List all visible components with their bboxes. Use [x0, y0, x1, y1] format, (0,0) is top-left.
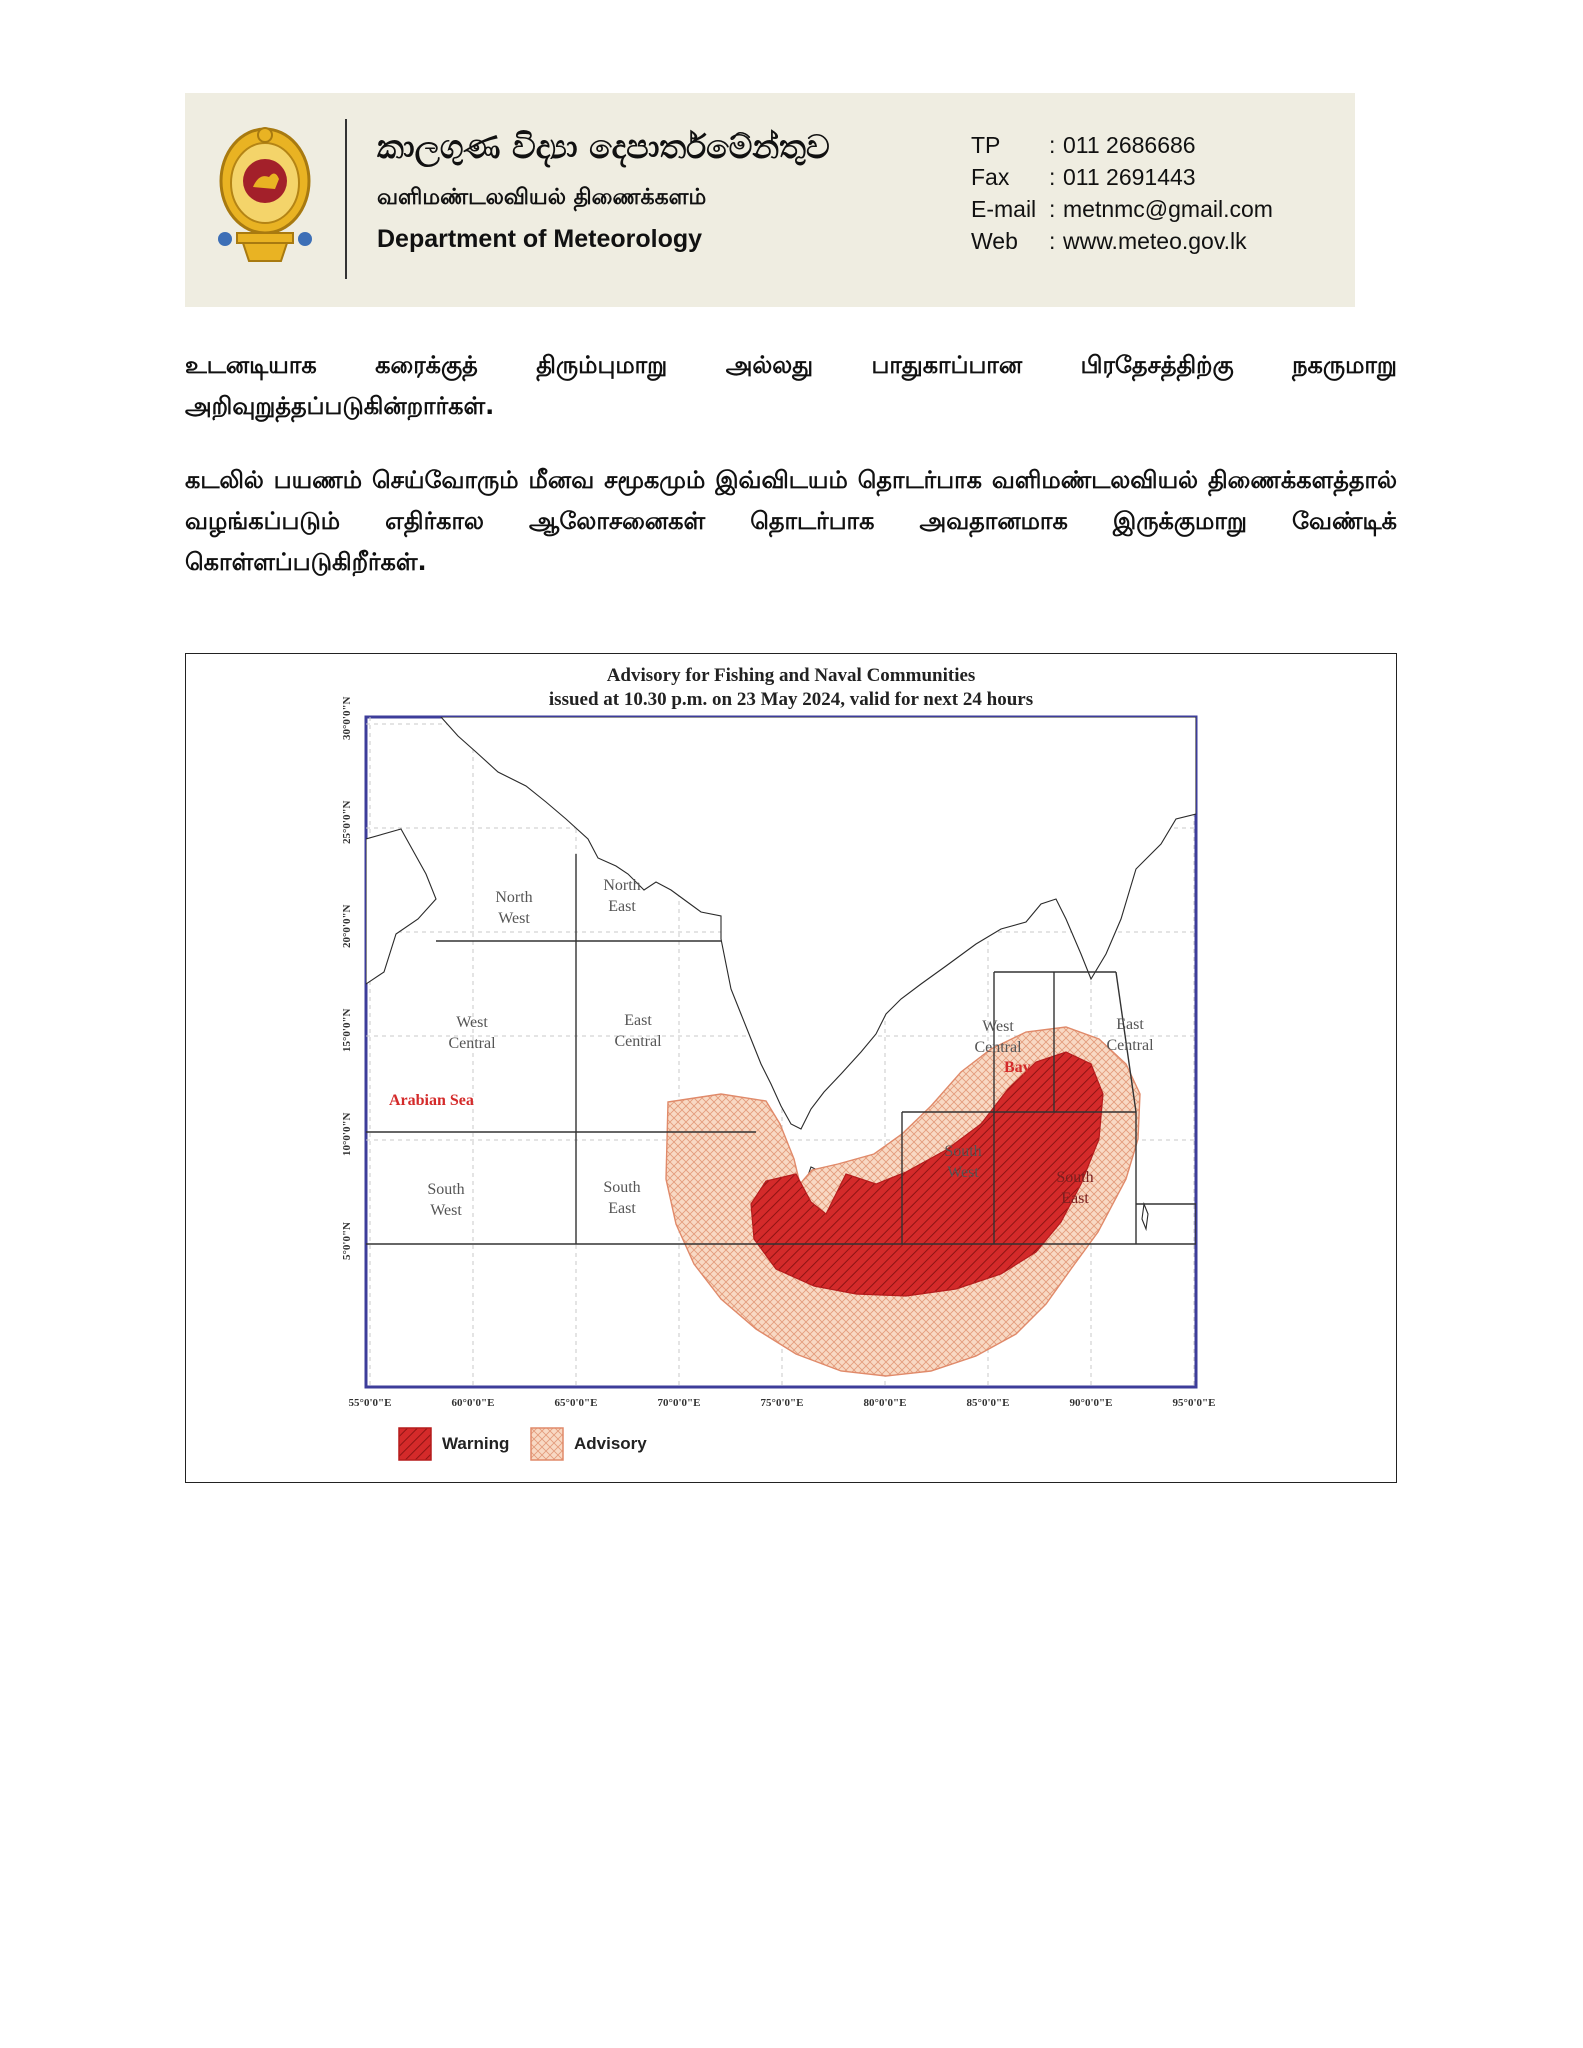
national-emblem-icon — [215, 121, 315, 271]
y-tick-label: 20°0'0"N — [341, 904, 353, 948]
x-tick-labels — [349, 1397, 1216, 1409]
map-title: Advisory for Fishing and Naval Communities — [606, 665, 976, 686]
region-label-north-east: North East — [603, 877, 641, 915]
letterhead — [185, 93, 1355, 307]
bay-label-south-west: South West — [944, 1143, 982, 1181]
x-tick-label: 95°0'0"E — [1172, 1397, 1216, 1409]
region-label-east-central: East Central — [614, 1012, 662, 1050]
x-tick-label: 90°0'0"E — [1069, 1397, 1113, 1409]
contact-block — [971, 129, 1273, 257]
x-tick-label: 55°0'0"E — [348, 1397, 392, 1409]
arabian-sea-label: Arabian Sea — [389, 1092, 474, 1109]
contact-row-email: E-mail : metnmc@gmail.com — [971, 196, 1273, 222]
department-name-english: Department of Meteorology — [377, 225, 703, 253]
x-tick-label: 65°0'0"E — [554, 1397, 598, 1409]
warning-swatch-icon — [398, 1427, 432, 1461]
letterhead-divider — [345, 119, 347, 279]
x-tick-label: 60°0'0"E — [451, 1397, 495, 1409]
y-tick-label: 5°0'0"N — [341, 1221, 353, 1260]
map-subtitle: issued at 10.30 p.m. on 23 May 2024, valid for next 24 hours — [548, 689, 1034, 710]
x-tick-label: 80°0'0"E — [863, 1397, 907, 1409]
y-tick-label: 25°0'0"N — [341, 800, 353, 844]
advisory-swatch-icon — [530, 1427, 564, 1461]
body-paragraph-1: உடனடியாக கரைக்குத் திரும்புமாறு அல்லது பாதுகாப்பான பிரதேசத்திற்கு நகருமாறு அறிவுறுத்தப்படுகின்றார்கள். — [185, 351, 1397, 420]
arabia-land — [366, 829, 436, 984]
y-tick-label: 15°0'0"N — [341, 1008, 353, 1052]
bay-label-west-central: West Central — [974, 1018, 1022, 1056]
region-label-north-west: North West — [495, 889, 533, 927]
legend-warning — [398, 1424, 509, 1464]
contact-row-web: Web : www.meteo.gov.lk — [971, 228, 1247, 254]
body-paragraph-2: கடலில் பயணம் செய்வோரும் மீனவ சமூகமும் இவ்விடயம் தொடர்பாக வளிமண்டலவியல் திணைக்களத்தால் வழங்கப்படும் எதிர்கால ஆலோசனைகள் தொடர்பாக அவதானமாக இருக்குமாறு வேண்டிக் கொள்ளப்படுகிறீர்கள். — [185, 466, 1397, 576]
contact-row-phone: TP : 011 2686686 — [971, 132, 1196, 158]
region-label-west-central: West Central — [448, 1014, 496, 1052]
x-tick-label: 70°0'0"E — [657, 1397, 701, 1409]
region-label-south-east: South East — [603, 1179, 641, 1217]
bay-label-east-central: East Central — [1106, 1016, 1154, 1054]
x-tick-label: 75°0'0"E — [760, 1397, 804, 1409]
advisory-map — [186, 654, 1395, 1481]
andaman-islands — [1142, 1204, 1148, 1229]
y-tick-labels — [341, 696, 353, 1260]
department-name-sinhala: කාලගුණ විද්‍යා දෙපාර්තමේන්තුව — [377, 127, 830, 166]
advisory-map-figure — [185, 653, 1397, 1483]
y-tick-label: 10°0'0"N — [341, 1112, 353, 1156]
legend-warning-label: Warning — [442, 1434, 510, 1453]
bay-label-south-east: South East — [1056, 1169, 1094, 1207]
x-tick-label: 85°0'0"E — [966, 1397, 1010, 1409]
legend-advisory-label: Advisory — [574, 1434, 647, 1453]
bay-label: Bay — [1004, 1059, 1031, 1076]
y-tick-label: 30°0'0"N — [341, 696, 353, 740]
contact-row-fax: Fax : 011 2691443 — [971, 164, 1196, 190]
department-name-tamil: வளிமண்டலவியல் திணைக்களம் — [377, 185, 707, 210]
region-label-south-west: South West — [427, 1181, 465, 1219]
legend-advisory — [530, 1424, 647, 1464]
